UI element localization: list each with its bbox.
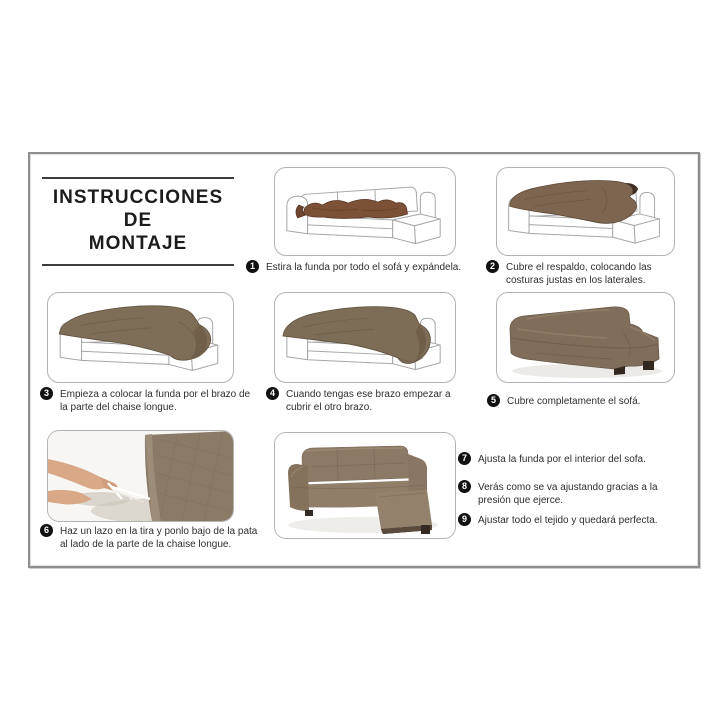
title-line-3: MONTAJE xyxy=(88,233,188,254)
step-6-number-badge: 6 xyxy=(40,524,53,537)
step-4-illustration-panel xyxy=(274,292,456,383)
step-5-illustration-panel xyxy=(496,292,675,383)
step-1-illustration-panel xyxy=(274,167,456,256)
sofa-outline-cover-both-arms-icon xyxy=(275,293,455,382)
step-2-illustration-panel xyxy=(496,167,675,256)
sofa-outline-cover-over-chaise-arm-icon xyxy=(48,293,233,382)
step-1-caption xyxy=(246,260,461,274)
step-6-illustration-panel xyxy=(47,430,234,522)
step-7-text: Ajusta la funda por el interior del sofa. xyxy=(478,454,646,465)
step-8-text: Verás como se va ajustando gracias a la presión que ejerce. xyxy=(478,482,658,506)
title-block xyxy=(42,177,234,266)
step-8-caption xyxy=(458,480,662,507)
step-4-number-badge: 4 xyxy=(266,387,279,400)
title-line-1: INSTRUCCIONES xyxy=(52,187,224,208)
step-7-number-badge: 7 xyxy=(458,452,471,465)
hands-tying-strap-under-sofa-photo xyxy=(48,431,233,521)
step-3-caption xyxy=(40,387,256,414)
step-4-text: Cuando tengas ese brazo empezar a cubrir el otro brazo. xyxy=(286,389,451,413)
step-1-text: Estira la funda por todo el sofá y expándela. xyxy=(266,262,462,273)
step-9-number-badge: 9 xyxy=(458,513,471,526)
step-2-number-badge: 2 xyxy=(486,260,499,273)
step-3-illustration-panel xyxy=(47,292,234,383)
finished-covered-chaise-sofa-photo xyxy=(275,433,455,538)
step-6-text: Haz un lazo en la tira y ponlo bajo de la pata al lado de la parte de la chaise longue. xyxy=(60,526,258,550)
step-2-text: Cubre el respaldo, colocando las costuras justas en los laterales. xyxy=(506,262,652,286)
step-6-caption xyxy=(40,524,262,551)
step-5-text: Cubre completamente el sofá. xyxy=(507,396,641,407)
step-5-caption xyxy=(487,394,640,408)
step-9-text: Ajustar todo el tejido y quedará perfecta. xyxy=(478,515,658,526)
sofa-fully-covered-icon xyxy=(497,293,674,382)
step-3-text: Empieza a colocar la funda por el brazo de la parte del chaise longue. xyxy=(60,389,251,413)
title-line-2: DE xyxy=(123,210,153,231)
step-4-caption xyxy=(266,387,454,414)
step-1-number-badge: 1 xyxy=(246,260,259,273)
step-2-caption xyxy=(486,260,668,287)
sofa-outline-cover-strip-on-seats-icon xyxy=(275,168,455,255)
sofa-outline-cover-over-backrest-icon xyxy=(497,168,674,255)
step-3-number-badge: 3 xyxy=(40,387,53,400)
step-7-illustration-panel xyxy=(274,432,456,539)
step-8-number-badge: 8 xyxy=(458,480,471,493)
step-9-caption xyxy=(458,513,658,527)
step-5-number-badge: 5 xyxy=(487,394,500,407)
step-7-caption xyxy=(458,452,646,466)
